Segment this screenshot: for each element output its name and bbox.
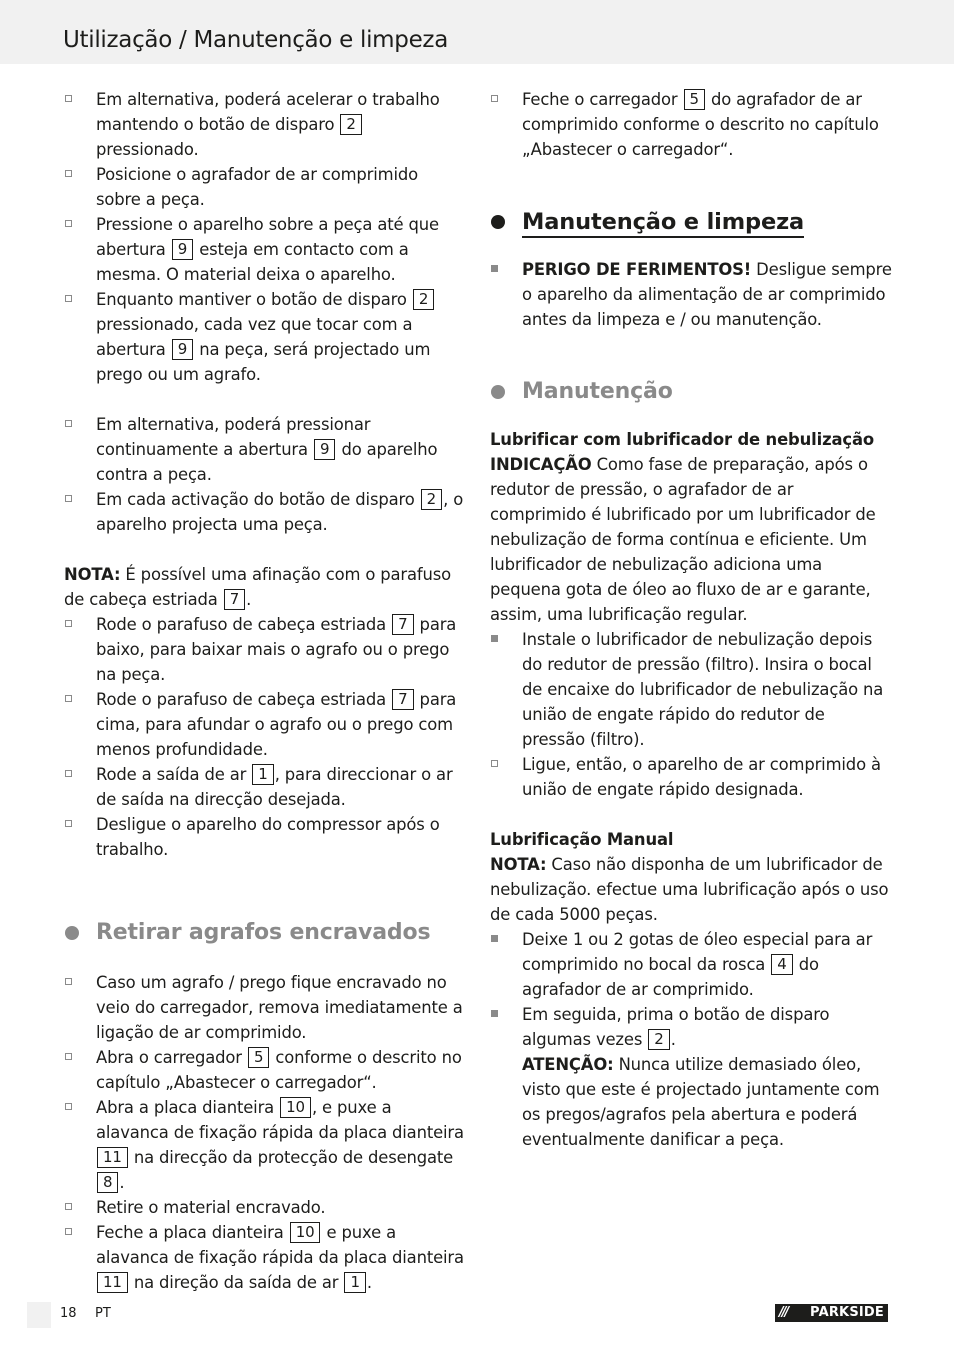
square-bullet-icon xyxy=(65,1228,72,1235)
square-bullet-icon xyxy=(65,695,72,702)
part-number: 9 xyxy=(172,239,193,260)
list-item: Rode a saída de ar 1 , para direccionar o ar de saída na direcção desejada. xyxy=(64,762,466,812)
square-bullet-icon xyxy=(65,620,72,627)
square-bullet-icon xyxy=(65,495,72,502)
section-heading: Manutenção xyxy=(490,377,892,407)
part-number: 5 xyxy=(684,89,705,110)
square-bullet-icon xyxy=(65,420,72,427)
square-bullet-icon xyxy=(65,820,72,827)
list-item: Em seguida, prima o botão de disparo algumas vezes 2 . ATENÇÃO: Nunca utilize demasiado óleo, visto que este é projectado juntamente com os pregos/agrafos pela abertura e poderá eventualmente danificar a peça. xyxy=(490,1002,892,1152)
note-paragraph: NOTA: Caso não disponha de um lubrificador de nebulização. efectue uma lubrificação após o uso de cada 5000 peças. xyxy=(490,855,889,924)
language-code: PT xyxy=(95,1306,111,1321)
part-number: 1 xyxy=(252,764,273,785)
list-item: Rode o parafuso de cabeça estriada 7 para baixo, para baixar mais o agrafo ou o prego na peça. xyxy=(64,612,466,687)
part-number: 11 xyxy=(97,1147,128,1168)
square-bullet-icon xyxy=(65,770,72,777)
section-heading: Manutenção e limpeza xyxy=(490,207,892,237)
brand-name: PARKSIDE xyxy=(810,1305,884,1320)
part-number: 8 xyxy=(97,1172,118,1193)
page-footer xyxy=(27,1302,927,1328)
part-number: 1 xyxy=(344,1272,365,1293)
square-bullet-icon xyxy=(65,295,72,302)
filled-square-bullet-icon xyxy=(491,265,498,272)
bullet-dot-icon xyxy=(491,215,505,229)
part-number: 2 xyxy=(413,289,434,310)
list-item: Pressione o aparelho sobre a peça até que abertura 9 esteja em contacto com a mesma. O material deixa o aparelho. xyxy=(64,212,466,287)
indication-paragraph: INDICAÇÃO Como fase de preparação, após o redutor de pressão, o agrafador de ar comprimido é lubrificado por um lubrificador de nebulização de forma contínua e eficiente. Um lubrificador de nebulização adiciona uma pequena gota de óleo ao fluxo de ar e garante, assim, uma lubrificação regular. xyxy=(490,455,876,624)
part-number: 4 xyxy=(771,954,792,975)
list-item: Ligue, então, o aparelho de ar comprimido à união de engate rápido designada. xyxy=(490,752,892,802)
brand-logo xyxy=(775,1304,888,1322)
list-item: Em cada activação do botão de disparo 2 , o aparelho projecta uma peça. xyxy=(64,487,466,537)
square-bullet-icon xyxy=(65,170,72,177)
page-title: Utilização / Manutenção e limpeza xyxy=(63,27,448,53)
brand-mark: /// xyxy=(779,1305,788,1320)
list-item: Feche o carregador 5 do agrafador de ar comprimido conforme o descrito no capítulo „Abastecer o carregador“. xyxy=(490,87,892,162)
part-number: 11 xyxy=(97,1272,128,1293)
list-item: Deixe 1 ou 2 gotas de óleo especial para ar comprimido no bocal da rosca 4 do agrafador de ar comprimido. xyxy=(490,927,892,1002)
list-item: Enquanto mantiver o botão de disparo 2 pressionado, cada vez que tocar com a abertura 9 na peça, será projectado um prego ou um agrafo. xyxy=(64,287,466,387)
square-bullet-icon xyxy=(65,1203,72,1210)
bullet-dot-icon xyxy=(65,926,79,940)
list-item: Em alternativa, poderá pressionar continuamente a abertura 9 do aparelho contra a peça. xyxy=(64,412,466,487)
page-number: 18 xyxy=(60,1306,77,1321)
list-item: Em alternativa, poderá acelerar o trabalho mantendo o botão de disparo 2 pressionado. xyxy=(64,87,466,162)
left-column xyxy=(64,87,466,1295)
part-number: 10 xyxy=(290,1222,321,1243)
square-bullet-icon xyxy=(65,978,72,985)
square-bullet-icon xyxy=(65,1103,72,1110)
part-number: 2 xyxy=(340,114,361,135)
list-item: Feche a placa dianteira 10 e puxe a alavanca de fixação rápida da placa dianteira 11 na direção da saída de ar 1 . xyxy=(64,1220,466,1295)
square-bullet-icon xyxy=(65,1053,72,1060)
part-number: 10 xyxy=(280,1097,311,1118)
square-bullet-icon xyxy=(491,760,498,767)
list-item: Posicione o agrafador de ar comprimido sobre a peça. xyxy=(64,162,466,212)
subheading: Lubrificar com lubrificador de nebulização xyxy=(490,430,874,449)
bullet-dot-icon xyxy=(491,385,505,399)
part-number: 5 xyxy=(248,1047,269,1068)
filled-square-bullet-icon xyxy=(491,1010,498,1017)
list-item: Instale o lubrificador de nebulização depois do redutor de pressão (filtro). Insira o bocal de encaixe do lubrificador de nebulização na união de engate rápido do redutor de pressão (filtro). xyxy=(490,627,892,752)
filled-square-bullet-icon xyxy=(491,635,498,642)
list-item: Desligue o aparelho do compressor após o trabalho. xyxy=(64,812,466,862)
part-number: 9 xyxy=(172,339,193,360)
part-number: 7 xyxy=(392,689,413,710)
page-marker xyxy=(27,1302,51,1328)
list-item: Caso um agrafo / prego fique encravado no veio do carregador, remova imediatamente a ligação de ar comprimido. xyxy=(64,970,466,1045)
list-item: Abra a placa dianteira 10 , e puxe a alavanca de fixação rápida da placa dianteira 11 na direcção da protecção de desengate 8 . xyxy=(64,1095,466,1195)
note-paragraph: NOTA: É possível uma afinação com o parafuso de cabeça estriada 7 . xyxy=(64,565,452,609)
part-number: 2 xyxy=(648,1029,669,1050)
part-number: 7 xyxy=(224,589,245,610)
list-item: Retire o material encravado. xyxy=(64,1195,466,1220)
part-number: 7 xyxy=(392,614,413,635)
part-number: 2 xyxy=(421,489,442,510)
square-bullet-icon xyxy=(65,220,72,227)
square-bullet-icon xyxy=(491,95,498,102)
right-column xyxy=(490,87,892,1152)
warning-item: PERIGO DE FERIMENTOS! Desligue sempre o aparelho da alimentação de ar comprimido antes da limpeza e / ou manutenção. xyxy=(490,257,892,332)
section-heading: Retirar agrafos encravados xyxy=(64,918,466,948)
subheading: Lubrificação Manual xyxy=(490,830,674,849)
page-header xyxy=(0,0,954,64)
part-number: 9 xyxy=(314,439,335,460)
square-bullet-icon xyxy=(65,95,72,102)
filled-square-bullet-icon xyxy=(491,935,498,942)
list-item: Rode o parafuso de cabeça estriada 7 para cima, para afundar o agrafo ou o prego com menos profundidade. xyxy=(64,687,466,762)
list-item: Abra o carregador 5 conforme o descrito no capítulo „Abastecer o carregador“. xyxy=(64,1045,466,1095)
